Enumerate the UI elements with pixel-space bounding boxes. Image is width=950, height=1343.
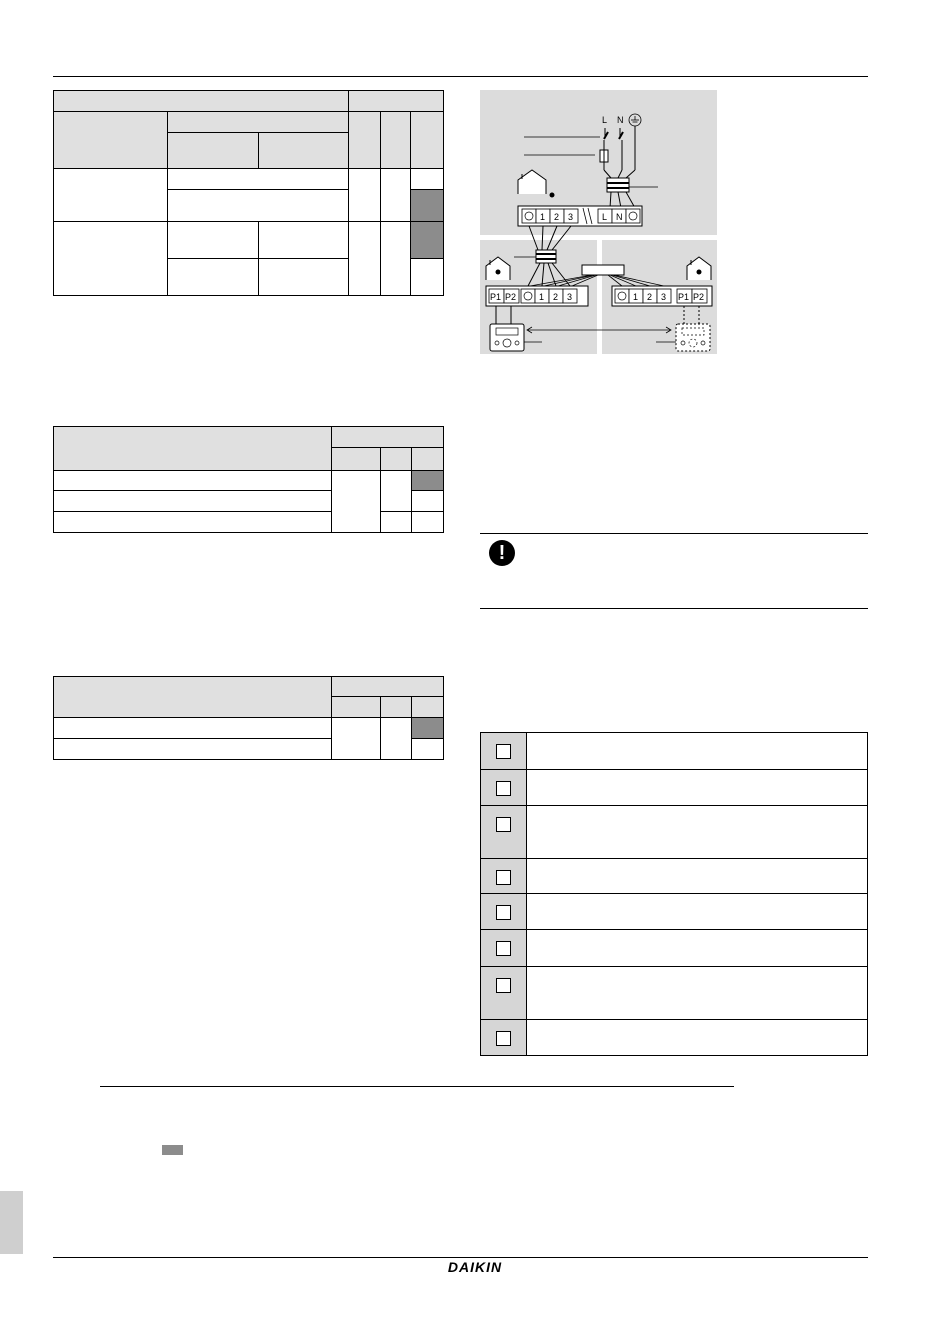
table-3-header-right: [331, 676, 444, 697]
table-2-row1-label: [53, 470, 332, 491]
checklist-row: [481, 894, 867, 930]
checklist-row: [481, 770, 867, 806]
cable-clamp-bottom: [536, 250, 556, 263]
terminal-right-1: 1: [633, 292, 639, 302]
checklist-row: [481, 806, 867, 859]
table-1-row2-label: [53, 221, 168, 296]
table-1-row2-c3a: [410, 221, 444, 259]
dark-gray-swatch: [162, 1145, 183, 1155]
table-2-c3-row1: [411, 470, 444, 491]
table-1-subheader-c3: [410, 111, 444, 169]
table-1-row1-c1: [348, 168, 381, 222]
neutral-label: N: [617, 115, 624, 125]
table-1-row1-a: [167, 168, 349, 190]
checklist-row: [481, 733, 867, 770]
terminal-right-3: 3: [661, 292, 667, 302]
terminal-left-3: 3: [567, 292, 573, 302]
table-2-header-left: [53, 426, 332, 471]
table-1-row1-c2: [380, 168, 411, 222]
terminal-left-1: 1: [539, 292, 545, 302]
table-1-header-left: [53, 90, 349, 112]
terminal-left-p1: P1: [490, 292, 502, 302]
table-1-row2-a1: [167, 221, 259, 259]
table-2-sub-c1: [331, 447, 381, 471]
table-3-header-left: [53, 676, 332, 718]
terminal-top-2: 2: [554, 212, 560, 222]
checkbox-icon[interactable]: [496, 781, 511, 796]
terminal-top-n: N: [616, 212, 623, 222]
table-1: [53, 90, 444, 296]
table-3-sub-c1: [331, 696, 381, 718]
checkbox-icon[interactable]: [496, 744, 511, 759]
wiring-diagram: [480, 90, 717, 354]
table-2-row3-label: [53, 511, 332, 533]
table-1-row1-label: [53, 168, 168, 222]
table-2-c2-merged: [380, 470, 412, 512]
checklist-row: [481, 967, 867, 1020]
terminal-right-p2: P2: [693, 292, 705, 302]
checkbox-icon[interactable]: [496, 941, 511, 956]
table-3: [53, 676, 444, 760]
tip-top-rule: [480, 533, 868, 534]
table-1-row1-c3a: [410, 168, 444, 190]
checkbox-icon[interactable]: [496, 1031, 511, 1046]
checkbox-icon[interactable]: [496, 817, 511, 832]
table-3-row2-label: [53, 738, 332, 760]
table-3-c2-merged: [380, 717, 412, 760]
table-2-sub-c3: [411, 447, 444, 471]
terminal-top-1: 1: [540, 212, 546, 222]
table-2-row2-label: [53, 490, 332, 512]
side-tab: [0, 1191, 23, 1254]
terminal-right-2: 2: [647, 292, 653, 302]
checkbox-icon[interactable]: [496, 978, 511, 993]
table-1-row2-b2: [258, 258, 349, 296]
exclamation-symbol: !: [498, 542, 506, 564]
table-1-row2-b1: [167, 258, 259, 296]
checklist-row: [481, 930, 867, 967]
exclamation-icon: [489, 540, 515, 566]
table-2-c2-row3: [380, 511, 412, 533]
checklist-row: [481, 1020, 867, 1055]
checkbox-icon[interactable]: [496, 905, 511, 920]
table-2: [53, 426, 444, 533]
terminal-block-right: [612, 286, 712, 306]
table-1-subheader-b2: [258, 132, 349, 169]
table-2-header-right: [331, 426, 444, 448]
tip-bottom-rule: [480, 608, 868, 609]
table-1-subheader-b1: [167, 132, 259, 169]
checklist-row: [481, 859, 867, 894]
remote-controller-sub-icon: [676, 324, 710, 351]
table-1-row2-c3b: [410, 258, 444, 296]
table-1-subheader-c1: [348, 111, 381, 169]
table-2-c1-merged: [331, 470, 381, 533]
phase-label: L: [602, 115, 608, 125]
terminal-right-p1: P1: [678, 292, 690, 302]
terminal-left-2: 2: [553, 292, 559, 302]
footnote-rule: [100, 1086, 734, 1087]
table-2-c3-row3: [411, 511, 444, 533]
daikin-logo: DAIKIN: [447, 1259, 503, 1275]
checklist-table: [480, 732, 868, 1056]
table-1-row2-c1: [348, 221, 381, 296]
table-2-c3-row2: [411, 490, 444, 512]
cable-clamp-top: [607, 178, 629, 192]
table-1-subheader-a: [53, 111, 168, 169]
terminal-top-3: 3: [568, 212, 574, 222]
table-1-subheader-b: [167, 111, 349, 133]
terminal-block-left: [486, 286, 588, 306]
remote-controller-main-icon: [490, 324, 524, 351]
terminal-block-top: [518, 206, 642, 226]
checkbox-icon[interactable]: [496, 870, 511, 885]
table-3-c1-merged: [331, 717, 381, 760]
table-2-sub-c2: [380, 447, 412, 471]
table-3-sub-c2: [380, 696, 412, 718]
table-1-header-right: [348, 90, 444, 112]
table-1-row2-a2: [258, 221, 349, 259]
connector-box: [582, 265, 624, 275]
table-3-c3-row2: [411, 738, 444, 760]
table-1-subheader-c2: [380, 111, 411, 169]
table-1-row2-c2: [380, 221, 411, 296]
table-3-sub-c3: [411, 696, 444, 718]
table-1-row1-c3b: [410, 189, 444, 222]
terminal-left-p2: P2: [505, 292, 517, 302]
table-3-c3-row1: [411, 717, 444, 739]
table-1-row1-b: [167, 189, 349, 222]
terminal-top-l: L: [602, 212, 608, 222]
header-rule: [53, 76, 868, 77]
table-3-row1-label: [53, 717, 332, 739]
